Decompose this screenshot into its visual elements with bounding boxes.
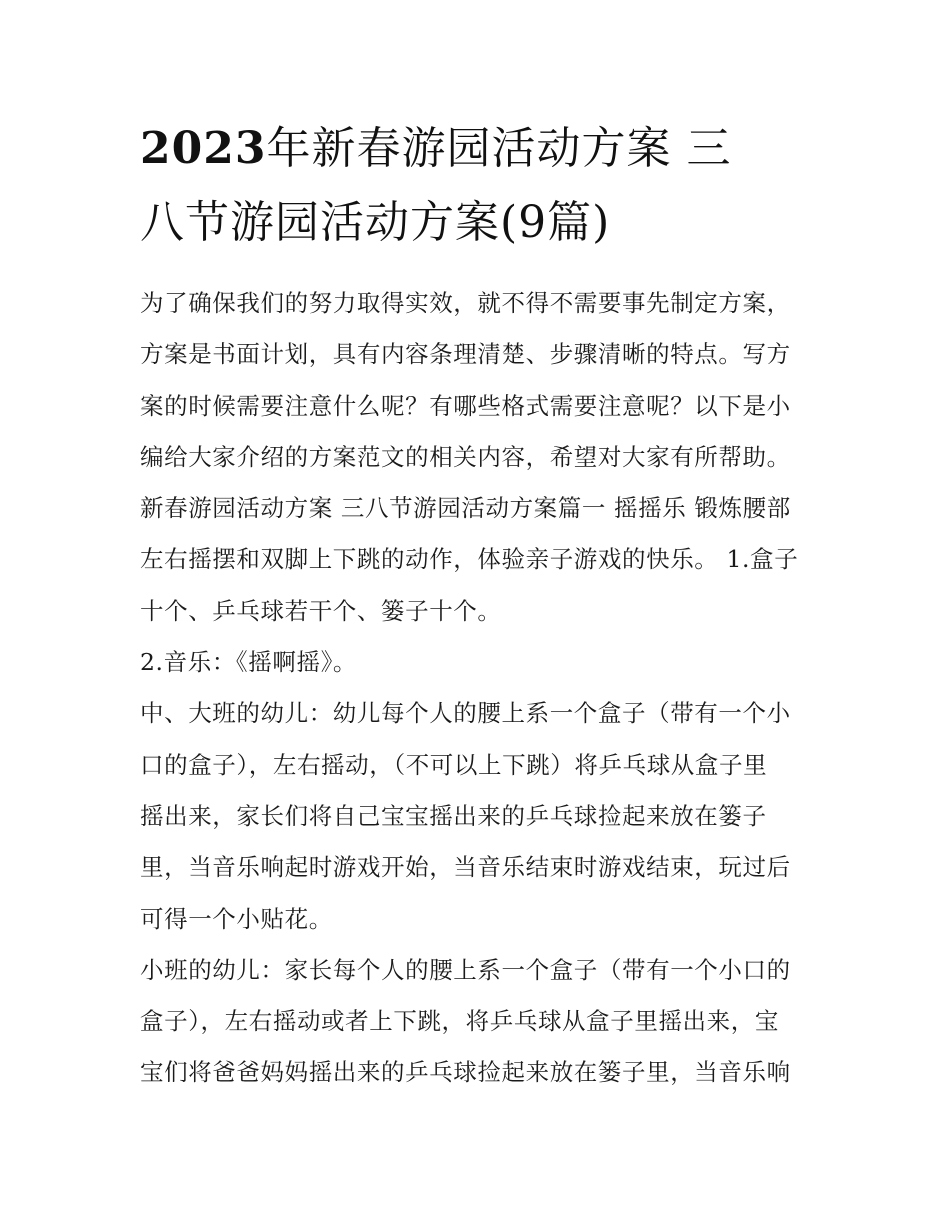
body-line: 摇出来，家长们将自己宝宝摇出来的乒乓球捡起来放在篓子 [140, 801, 767, 830]
body-line: 中、大班的幼儿：幼儿每个人的腰上系一个盒子（带有一个小 [140, 699, 791, 728]
body-line: 编给大家介绍的方案范文的相关内容，希望对大家有所帮助。 [140, 442, 791, 471]
title-line: 八节游园活动方案(9篇) [140, 197, 611, 248]
body-line: 里，当音乐响起时游戏开始，当音乐结束时游戏结束，玩过后 [140, 853, 791, 882]
body-line: 盒子），左右摇动或者上下跳，将乒乓球从盒子里摇出来，宝 [140, 1007, 779, 1036]
body-line: 案的时候需要注意什么呢？有哪些格式需要注意呢？以下是小 [140, 391, 791, 420]
title-line [140, 112, 820, 186]
body-line: 十个、乒乓球若干个、篓子十个。 [140, 596, 502, 625]
body-line: 新春游园活动方案 三八节游园活动方案篇一 摇摇乐 锻炼腰部 [140, 494, 791, 523]
body-line: 可得一个小贴花。 [140, 904, 333, 933]
title-text: 年新春游园活动方案 三 [266, 123, 732, 174]
document-body [140, 278, 820, 1099]
body-line: 左右摇摆和双脚上下跳的动作，体验亲子游戏的快乐。 1.盒子 [140, 545, 799, 574]
body-line: 为了确保我们的努力取得实效，就不得不需要事先制定方案， [140, 289, 791, 317]
body-line: 小班的幼儿：家长每个人的腰上系一个盒子（带有一个小口的 [140, 955, 791, 984]
body-line: 方案是书面计划，具有内容条理清楚、步骤清晰的特点。写方 [140, 340, 791, 369]
body-line: 宝们将爸爸妈妈摇出来的乒乓球捡起来放在篓子里，当音乐响 [140, 1058, 791, 1087]
document-title [140, 112, 820, 260]
title-year: 2023 [140, 123, 267, 174]
body-line: 口的盒子），左右摇动，（不可以上下跳）将乒乓球从盒子里 [140, 750, 768, 779]
body-line: 2.音乐：《摇啊摇》。 [140, 648, 358, 677]
